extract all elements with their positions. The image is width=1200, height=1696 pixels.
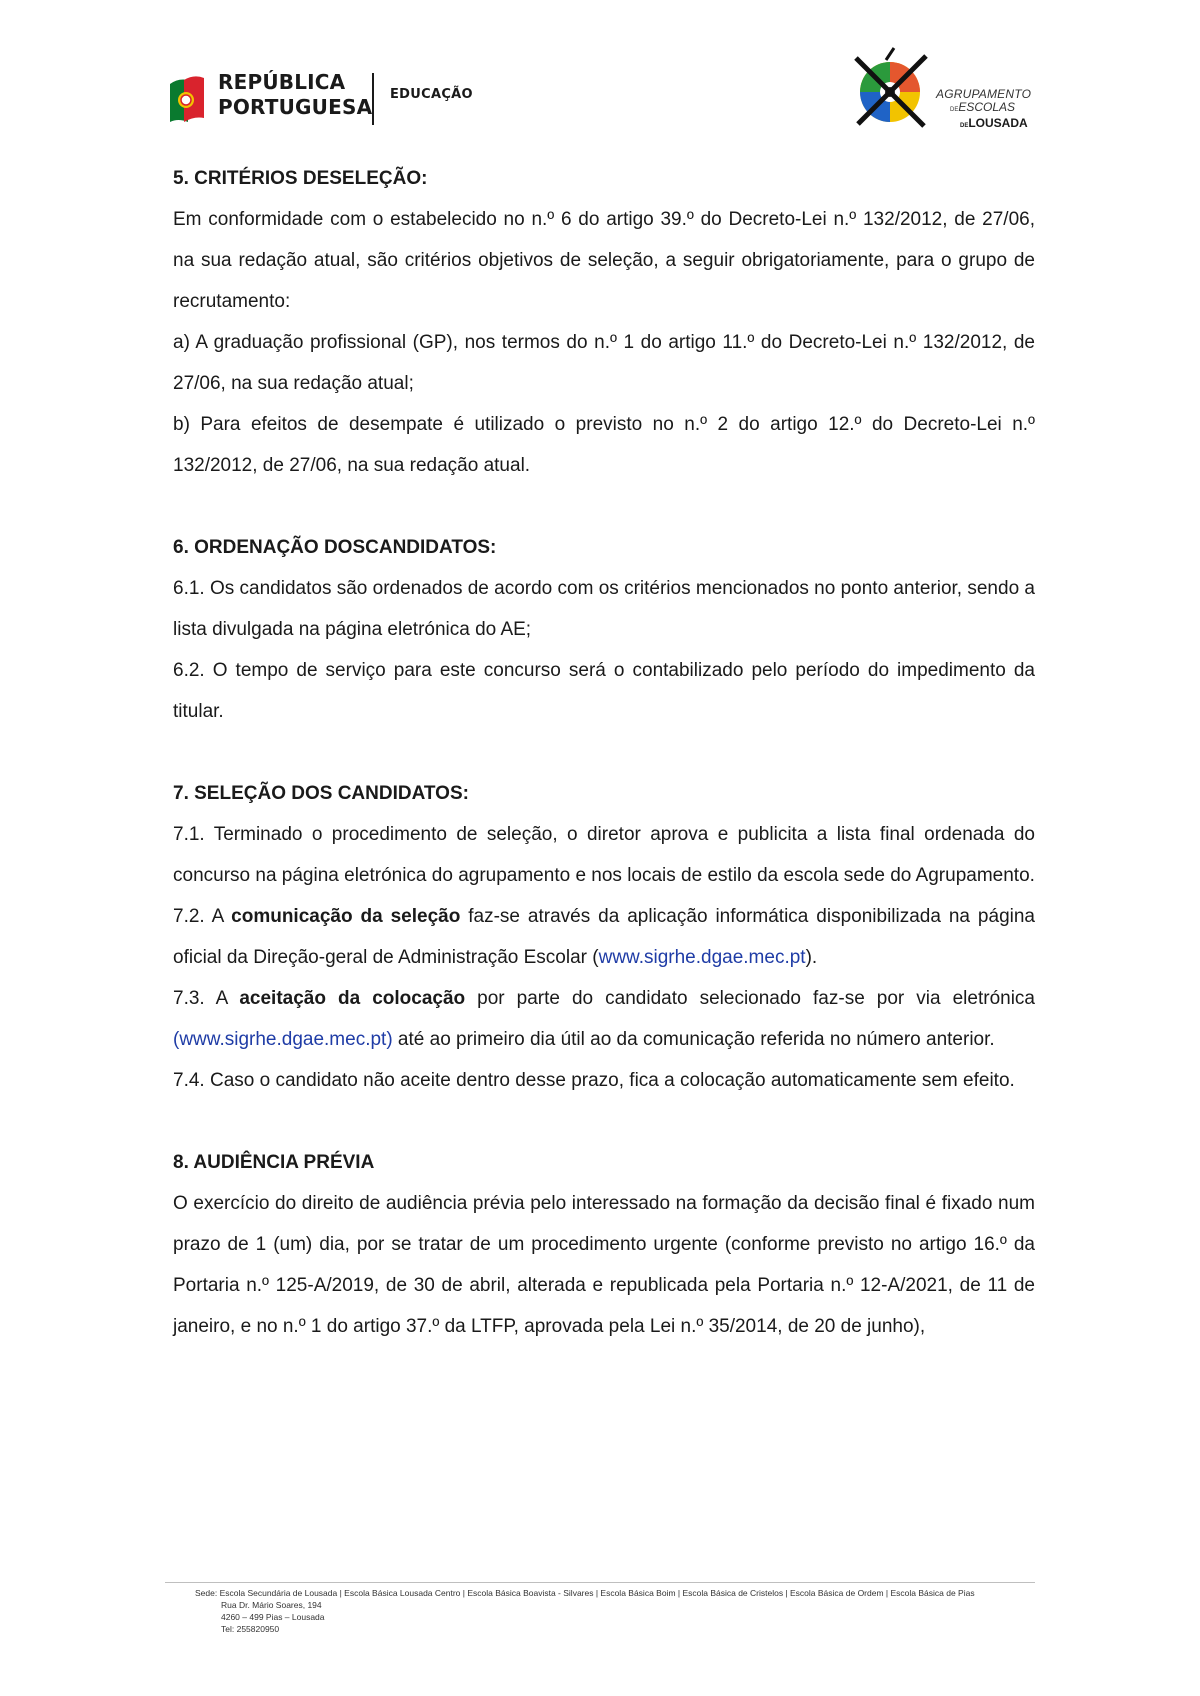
header-divider bbox=[372, 73, 374, 125]
school-group-wordmark-line1: AGRUPAMENTO bbox=[936, 87, 1032, 101]
section-5-title: 5. CRITÉRIOS DESELEÇÃO: bbox=[173, 168, 428, 189]
footer-schools-line: Sede: Escola Secundária de Lousada | Escola Básica Lousada Centro | Escola Básica Boavista - Silvares | Escola Básica Boim | Escola Básica de Cristelos | Escola Básica de Ordem | Escola Básica de Pias bbox=[195, 1588, 975, 1598]
portuguese-republic-flag-logo bbox=[168, 72, 206, 124]
section-7-3-middle: por parte do candidato selecionado faz-se por via eletrónica bbox=[465, 988, 1035, 1009]
section-8-paragraph-1: O exercício do direito de audiência prévia pelo interessado na formação da decisão final é fixado num prazo de 1 (um) dia, por se tratar de um procedimento urgente (conforme previsto no artigo 16.º da Portaria n.º 125-A/2019, de 30 de abril, alterada e republicada pela Portaria n.º 12-A/2021, de 11 de janeiro, e no n.º 1 do artigo 37.º da LTFP, aprovada pela Lei n.º 35/2014, de 20 de junho), bbox=[173, 1193, 1035, 1337]
section-6-paragraph-1: 6.1. Os candidatos são ordenados de acordo com os critérios mencionados no ponto anterior, sendo a lista divulgada na página eletrónica do AE; bbox=[173, 578, 1035, 640]
section-7-3-suffix: até ao primeiro dia útil ao da comunicação referida no número anterior. bbox=[392, 1029, 995, 1050]
sigrhe-link[interactable]: www.sigrhe.dgae.mec.pt bbox=[598, 947, 806, 968]
section-spacer bbox=[173, 732, 1035, 773]
section-7-3-prefix: 7.3. A bbox=[173, 988, 240, 1009]
section-7-2-bold: comunicação da seleção bbox=[231, 906, 461, 927]
government-name bbox=[218, 70, 372, 120]
school-group-wordmark-escolas: ESCOLAS bbox=[958, 100, 1016, 114]
section-7-3-bold: aceitação da colocação bbox=[239, 988, 466, 1009]
section-6-paragraph-2: 6.2. O tempo de serviço para este concurso será o contabilizado pelo período do impedimento da titular. bbox=[173, 660, 1035, 722]
section-7-2-suffix: ). bbox=[805, 947, 818, 968]
section-7-2-prefix: 7.2. A bbox=[173, 906, 232, 927]
section-7-paragraph-4: 7.4. Caso o candidato não aceite dentro desse prazo, fica a colocação automaticamente sem efeito. bbox=[173, 1070, 1015, 1091]
government-name-line2: PORTUGUESA bbox=[218, 95, 373, 119]
section-7-paragraph-1: 7.1. Terminado o procedimento de seleção, o diretor aprova e publicita a lista final ordenada do concurso na página eletrónica do agrupamento e nos locais de estilo da escola sede do Agrupamento. bbox=[173, 824, 1035, 886]
section-7-paragraph-3 bbox=[173, 978, 1035, 1060]
footer-address-street: Rua Dr. Mário Soares, 194 bbox=[221, 1600, 322, 1610]
school-group-wordmark-de: DE bbox=[950, 107, 959, 113]
school-group-wordmark-lousada: LOUSADA bbox=[968, 116, 1028, 130]
section-spacer bbox=[173, 486, 1035, 527]
section-7-title: 7. SELEÇÃO DOS CANDIDATOS: bbox=[173, 783, 469, 804]
footer-rule bbox=[165, 1582, 1035, 1583]
page-header bbox=[0, 0, 1200, 150]
section-8-title: 8. AUDIÊNCIA PRÉVIA bbox=[173, 1152, 375, 1173]
school-group-wordmark-do: DE bbox=[960, 123, 969, 129]
footer-address-postal: 4260 – 499 Pias – Lousada bbox=[221, 1612, 325, 1622]
section-7-paragraph-2 bbox=[173, 896, 1035, 978]
school-group-wordmark-line3 bbox=[936, 117, 1031, 133]
department-name: EDUCAÇÃO bbox=[390, 87, 473, 102]
government-name-line1: REPÚBLICA bbox=[218, 70, 346, 94]
section-7-2-middle: faz-se através da aplicação informática disponibilizada na página oficial da Direção-geral de Administração Escolar ( bbox=[173, 906, 1035, 968]
section-5-item-b: b) Para efeitos de desempate é utilizado o previsto no n.º 2 do artigo 12.º do Decreto-Lei n.º 132/2012, de 27/06, na sua redação atual. bbox=[173, 414, 1035, 476]
section-5-intro: Em conformidade com o estabelecido no n.º 6 do artigo 39.º do Decreto-Lei n.º 132/2012, de 27/06, na sua redação atual, são critérios objetivos de seleção, a seguir obrigatoriamente, para o grupo de recrutamento: bbox=[173, 209, 1035, 312]
section-6-title: 6. ORDENAÇÃO DOSCANDIDATOS: bbox=[173, 537, 497, 558]
document-body bbox=[173, 158, 1035, 1347]
school-group-wordmark bbox=[936, 88, 1031, 133]
school-group-wordmark-line2 bbox=[936, 101, 1031, 117]
footer-phone: Tel: 255820950 bbox=[221, 1624, 280, 1634]
page-footer bbox=[195, 1587, 975, 1635]
section-spacer bbox=[173, 1101, 1035, 1142]
section-5-item-a: a) A graduação profissional (GP), nos termos do n.º 1 do artigo 11.º do Decreto-Lei n.º 132/2012, de 27/06, na sua redação atual; bbox=[173, 332, 1035, 394]
school-group-emblem bbox=[848, 46, 936, 130]
sigrhe-link[interactable]: (www.sigrhe.dgae.mec.pt) bbox=[173, 1029, 393, 1050]
